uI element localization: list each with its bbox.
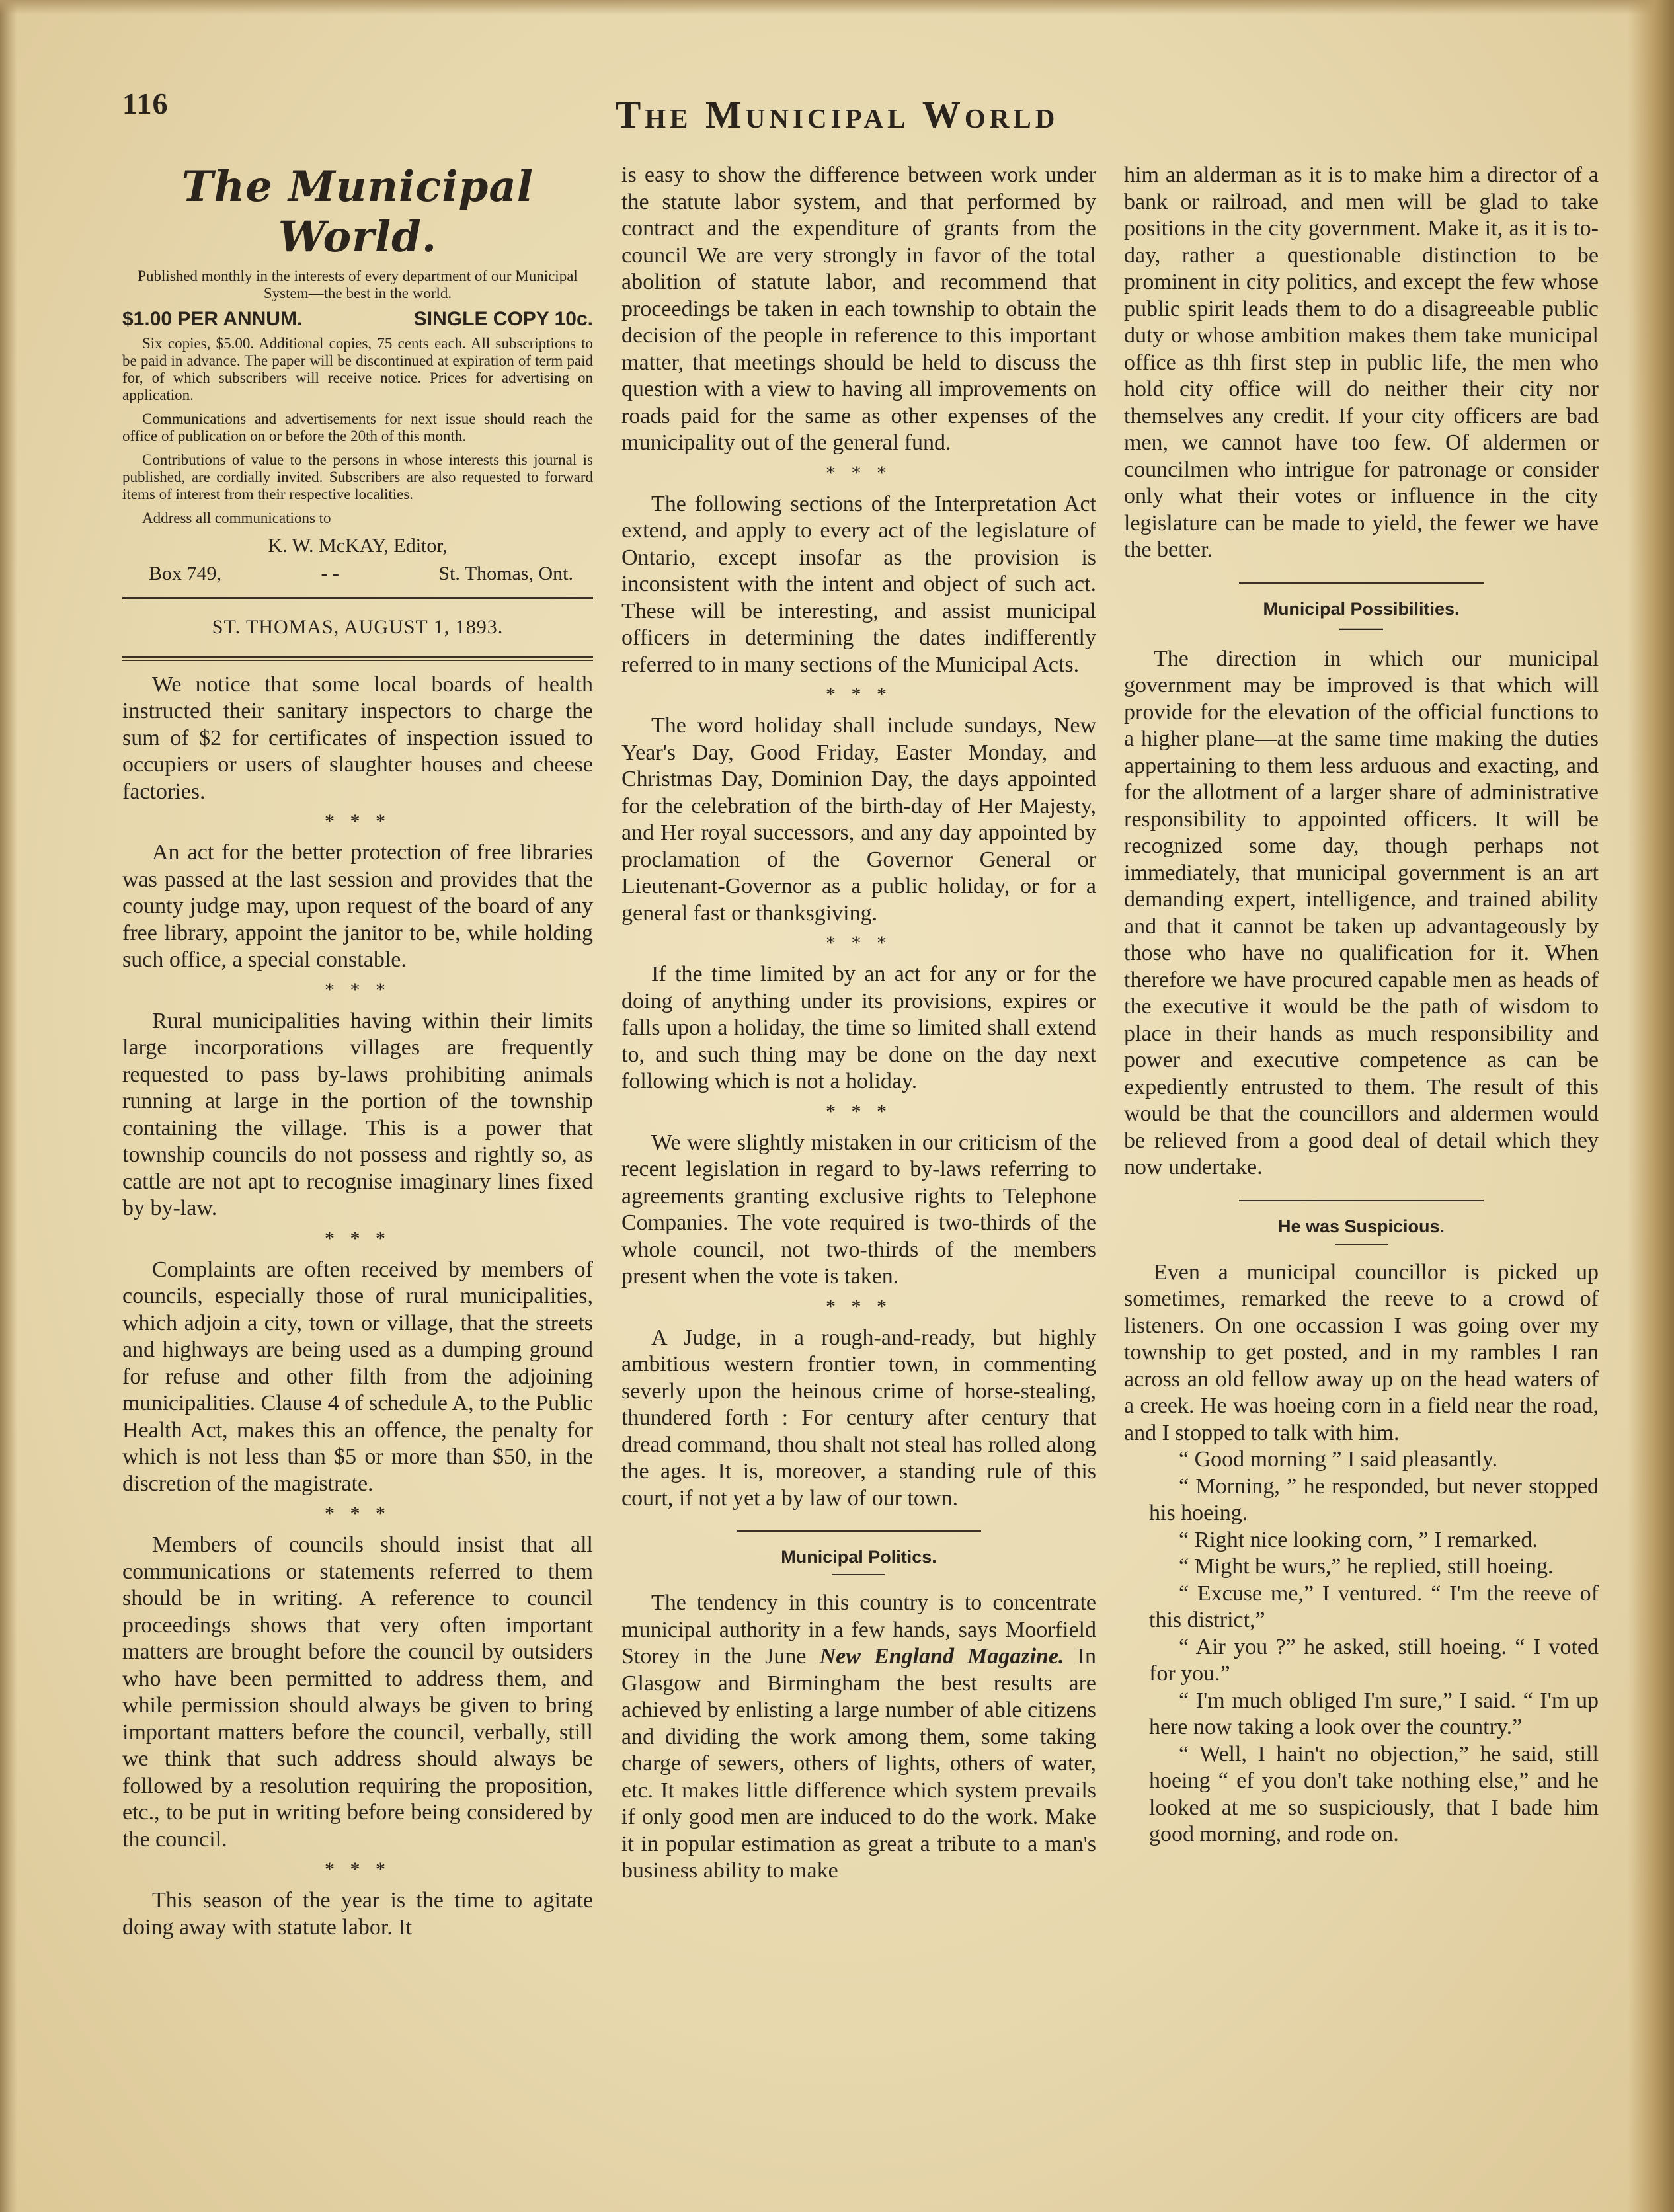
paragraph: him an alderman as it is to make him a director of a bank or railroad, and men will be glad to take positions in the city government. Make it, as it is to-day, rather a questionable distinction to be prominent in city politics, and except the few whose public spirit leads them to do a disagreeable public duty or whose ambition makes them take municipal office as thh first step in public life, the men who hold city office will do neither their city nor themselves any credit. If your city officers are bad men, we cannot have too few. Of aldermen or councilmen who intrigue for patronage or consider only what their votes or influence in the city legislature can be made to yield, the fewer we have the better.: [1124, 163, 1599, 562]
price-annum: $1.00 PER ANNUM.: [122, 308, 303, 330]
paragraph: is easy to show the difference between work under the statute labor system, and that performed by contract and the expenditure of grants from the council We are very strongly in favor of the total abolition of statute labor, and recommend that proceedings be taken in each township to obtain the decision of the people in reference to this important matter, that meetings should be held to discuss the question with a view to having all improvements on roads paid for the same as other expenses of the municipality out of the general fund.: [621, 163, 1096, 455]
editor-block: [122, 533, 593, 586]
dialogue-line: “ I'm much obliged I'm sure,” I said. “ I'm up here now taking a look over the country.”: [1149, 1688, 1599, 1739]
paragraph: We were slightly mistaken in our criticism of the recent legislation in regard to by-laws referring to agreements granting exclusive rights to Telephone Companies. The vote required is two-thirds of the whole council, not two-thirds of the members present when the vote is taken.: [621, 1130, 1096, 1288]
section-heading: He was Suspicious.: [1277, 1216, 1445, 1236]
paragraph: The word holiday shall include sundays, New Year's Day, Good Friday, Easter Monday, and Christmas Day, Dominion Day, the days appointed for the celebration of the birth-day of Her Majesty, and Her royal successors, and any day appointed by proclamation of the Governor General or Lieutenant-Governor as a public holiday, or for a general fast or thanksgiving.: [621, 713, 1096, 926]
paragraph: [621, 1590, 1096, 1885]
dialogue-line: “ Excuse me,” I ventured. “ I'm the reeve of this district,”: [1149, 1581, 1599, 1632]
paragraph: The direction in which our municipal government may be improved is that which will provide for the elevation of the official functions to a higher plane—at the same time making the duties appertaining to them less arduous and exacting, and for the allotment of a larger share of administrative responsibility to appointed officers. It will be recognized some day, though perhaps not immediately, that municipal government is an art demanding expert, intelligence, and trained ability and that it cannot be taken up advantageously by those who have no qualification for it. When therefore we have procured capable men as heads of the executive it would be the path of wisdom to place in their hands as much responsibility and power and executive competence as can be expediently entrusted to them. The result of this would be that the councillors and aldermen would be relieved from a good deal of detail which they now undertake.: [1124, 646, 1599, 1179]
section-rule: [1239, 1200, 1484, 1201]
paragraph: The following sections of the Interpretation Act extend, and apply to every act of the legislature of Ontario, except insofar as the provision is inconsistent with the intent and object of such act. These will be interesting, and assist municipal officers in determining the dates indifferently referred to in many sections of the Municipal Acts.: [621, 491, 1096, 677]
column-2: [621, 162, 1096, 1885]
section-heading: Municipal Politics.: [781, 1547, 937, 1567]
editor-box: Box 749,: [149, 563, 222, 584]
ornament-stars: * * *: [826, 461, 892, 484]
ornament-stars: * * *: [325, 1858, 391, 1880]
ornament-stars: * * *: [325, 1227, 391, 1249]
section-rule: [832, 1574, 885, 1575]
magazine-title: New England Magazine.: [819, 1644, 1064, 1669]
editor-dashes: - -: [321, 563, 339, 584]
paragraph: A Judge, in a rough-and-ready, but highly ambitious western frontier town, in commenting severly upon the heinous crime of horse-stealing, thundered forth : For century after century that dread command, thou shalt not steal has rolled along the ages. It is, moreover, a standing rule of this court, if not yet a by law of our town.: [621, 1325, 1096, 1511]
text-run: The tendency in this country is to concentrate municipal authority in a few hands, says Moorfield Storey in the June: [621, 1591, 1096, 1669]
dialogue-line: “ Might be wurs,” he replied, still hoeing.: [1179, 1554, 1554, 1579]
heading-dash: ———: [1339, 619, 1383, 637]
paragraph: If the time limited by an act for any or for the doing of anything under its provisions, expires or falls upon a holiday, the time so limited shall extend to, and such thing may be done on the day next following which is not a holiday.: [621, 962, 1096, 1093]
paragraph: Even a municipal councillor is picked up sometimes, remarked the reeve to a crowd of listeners. On one occassion I was going over my township to get posted, and in my rambles I ran across an old fellow away up on the head waters of a creek. He was hoeing corn in a field near the road, and I stopped to talk with him.: [1124, 1259, 1599, 1445]
price-line: [122, 306, 593, 333]
page-number: 116: [122, 87, 169, 120]
info-subscriptions: Six copies, $5.00. Additional copies, 75 cents each. All subscriptions to be paid in advance. The paper will be discontinued at expiration of term paid for, of which subscribers will receive notice. Prices for advertising on application.: [122, 335, 593, 403]
ornament-stars: * * *: [325, 978, 391, 1001]
masthead-info: [122, 335, 593, 527]
dialogue-line: “ Morning, ” he responded, but never stopped his hoeing.: [1149, 1474, 1599, 1525]
column-3: [1124, 162, 1599, 1848]
dialogue-line: “ Good morning ” I said pleasantly.: [1179, 1447, 1498, 1472]
section-heading: Municipal Possibilities.: [1263, 598, 1460, 619]
section-rule: [1239, 582, 1484, 584]
paragraph: Rural municipalities having within their limits large incorporations villages are frequently requested to pass by-laws prohibiting animals running at large in the portion of the township containing the village. This is a power that township councils do not possess and rightly so, as cattle are not apt to recognise imaginary lines fixed by by-law.: [122, 1008, 593, 1220]
info-communications: Communications and advertisements for next issue should reach the office of publication on or before the 20th of this month.: [122, 411, 593, 444]
dialogue-line: “ Right nice looking corn, ” I remarked.: [1179, 1527, 1538, 1552]
editor-city: St. Thomas, Ont.: [438, 563, 573, 584]
paragraph: This season of the year is the time to agitate doing away with statute labor. It: [122, 1888, 593, 1940]
ornament-stars: * * *: [826, 1295, 892, 1318]
price-single: SINGLE COPY 10c.: [413, 308, 593, 330]
editor-name: K. W. McKAY, Editor,: [268, 535, 448, 557]
editor-address: [122, 561, 593, 586]
ornament-stars: * * *: [325, 810, 391, 832]
column-1: [122, 162, 593, 1941]
ornament-stars: * * *: [826, 1100, 892, 1123]
page-edge-right: [1628, 0, 1674, 2212]
masthead-subtitle: Published monthly in the interests of every department of our Municipal System—the best in the world.: [138, 268, 578, 301]
section-rule: [737, 1530, 981, 1532]
rule: [122, 656, 593, 661]
paragraph: We notice that some local boards of health instructed their sanitary inspectors to charge the sum of $2 for certificates of inspection issued to occupiers or users of slaughter houses and cheese factories.: [122, 672, 593, 804]
ornament-stars: * * *: [826, 932, 892, 954]
dialogue-line: “ Well, I hain't no objection,” he said, still hoeing “ ef you don't take nothing else,” and he looked at me so suspiciously, that I bade him good morning, and rode on.: [1149, 1741, 1599, 1846]
ornament-stars: * * *: [826, 684, 892, 705]
rule: [122, 597, 593, 602]
dialogue-line: “ Air you ?” he asked, still hoeing. “ I voted for you.”: [1149, 1634, 1599, 1686]
paragraph: Members of councils should insist that all communications or statements referred to them should be in writing. A reference to council proceedings shows that very often important matters are brought before the council by outsiders who have been permitted to address them, and while permission should always be given to bring important matters before the council, verbally, still we think that such address should always be followed by a resolution requiring the proposition, etc., to be put in writing before being considered by the council.: [122, 1532, 593, 1852]
page-edge-top: [0, 0, 1674, 15]
section-rule: [1335, 1244, 1388, 1245]
info-contributions: Contributions of value to the persons in whose interests this journal is published, are cordially invited. Subscribers are also requested to forward items of interest from their respective localities.: [122, 452, 593, 502]
dateline: ST. THOMAS, AUGUST 1, 1893.: [212, 616, 504, 638]
paragraph: An act for the better protection of free libraries was passed at the last session and provides that the county judge may, upon request of the board of any free library, appoint the janitor to be, while holding such office, a special constable.: [122, 840, 593, 972]
running-title: The Municipal World: [615, 93, 1059, 136]
ornament-stars: * * *: [325, 1503, 391, 1524]
paragraph: Complaints are often received by members of councils, especially those of rural municipalities, which adjoin a city, town or village, that the streets and highways are being used as a dumping ground for refuse and other filth from the adjoining municipalities. Clause 4 of schedule A, to the Public Health Act, makes this an offence, the penalty for which is not less than $5 or more than $50, in the discretion of the magistrate.: [122, 1257, 593, 1496]
text-run: In Glasgow and Birmingham the best results are achieved by enlisting a large number of able citizens and dividing the work among them, some taking charge of sewers, others of lights, others of water, etc. It makes little difference which system prevails if only good men are induced to do the work. Make it in popular estimation as great a tribute to a man's business ability to make: [621, 1644, 1096, 1883]
address-label: Address all communications to: [142, 510, 331, 526]
page-edge-left: [0, 0, 17, 2212]
masthead-title: The Municipal World.: [181, 162, 534, 262]
